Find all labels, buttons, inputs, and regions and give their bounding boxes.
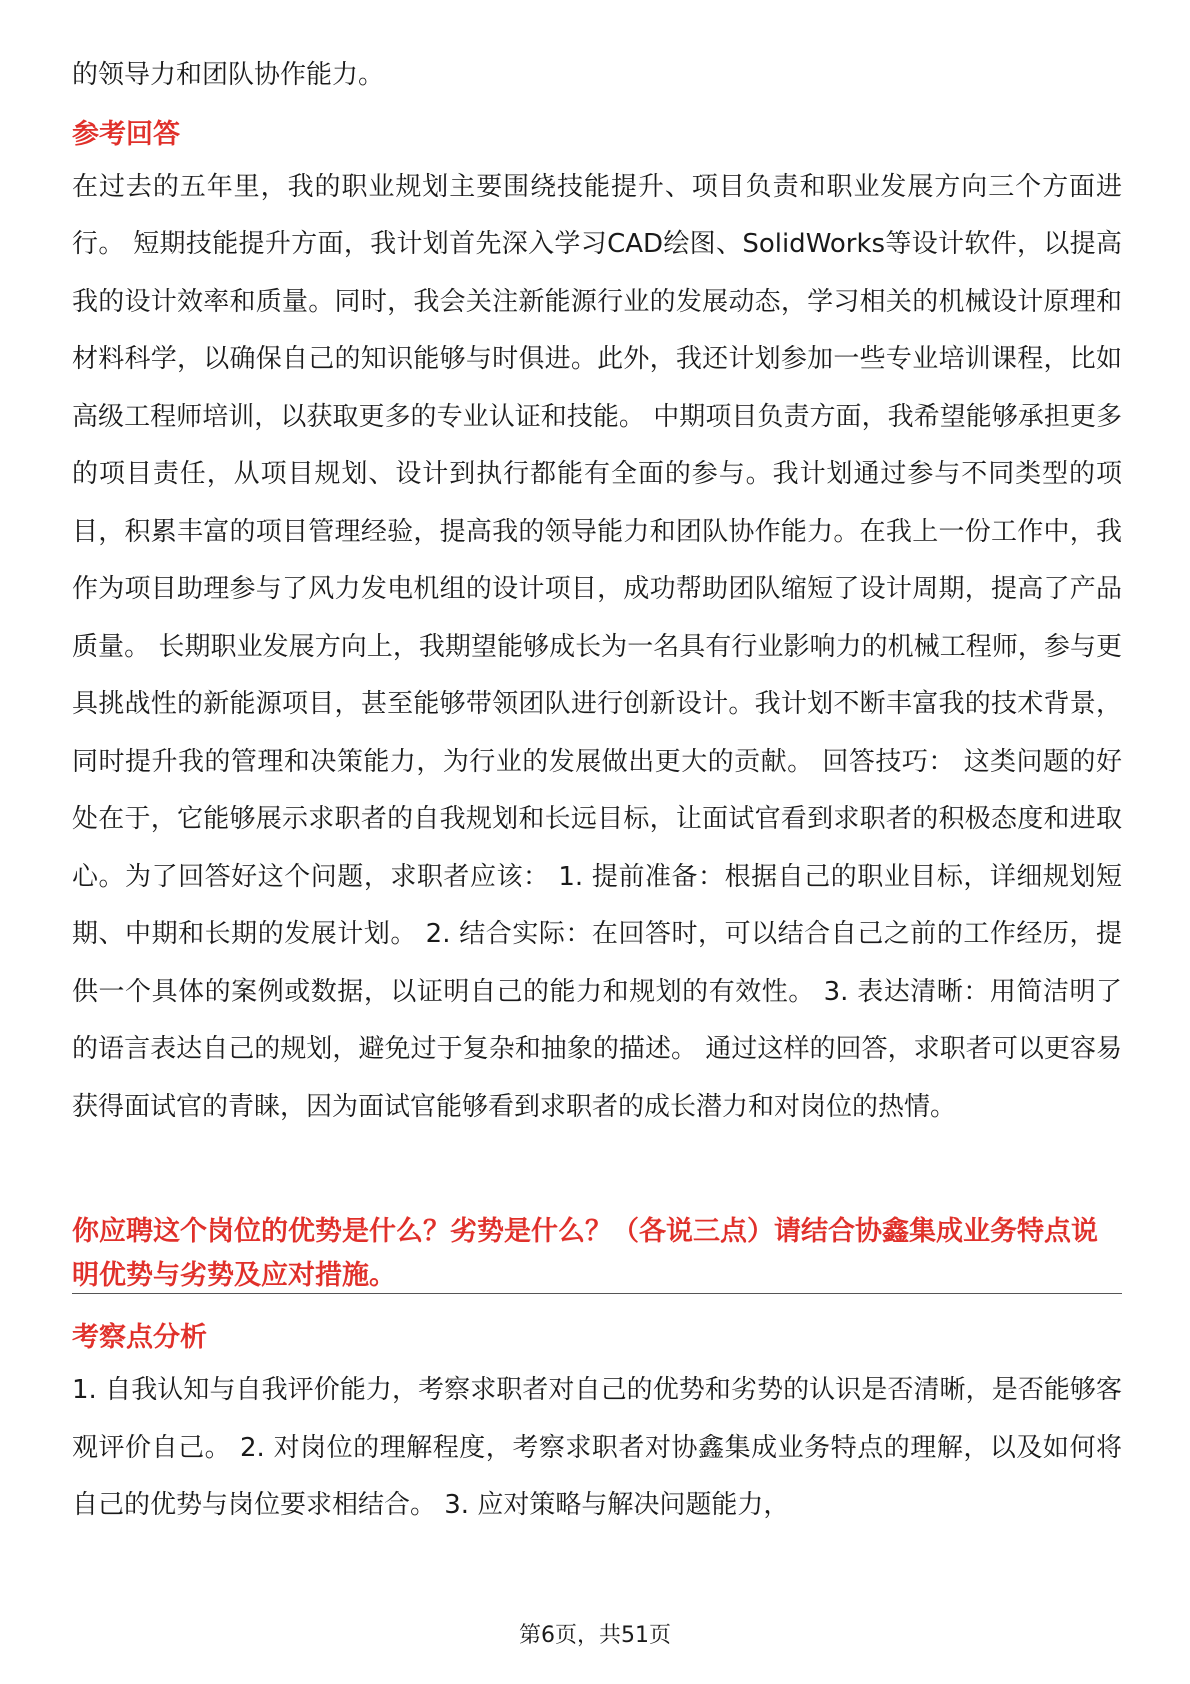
analysis-text: 1. 自我认知与自我评价能力，考察求职者对自己的优势和劣势的认识是否清晰，是否能够客观评价自己。 2. 对岗位的理解程度，考察求职者对协鑫集成业务特点的理解，以及如何将自己的优势与岗位要求相结合。 3. 应对策略与解决问题能力， <box>72 1375 1122 1520</box>
document-page <box>72 48 1122 1535</box>
page-footer: 第6页，共51页 <box>519 1623 671 1648</box>
intro-tail-text: 的领导力和团队协作能力。 <box>72 60 385 90</box>
answer-text: 在过去的五年里，我的职业规划主要围绕技能提升、项目负责和职业发展方向三个方面进行。 短期技能提升方面，我计划首先深入学习CAD绘图、SolidWorks等设计软件，以提高我的设计效率和质量。同时，我会关注新能源行业的发展动态，学习相关的机械设计原理和材料科学，以确保自己的知识能够与时俱进。此外，我还计划参加一些专业培训课程，比如高级工程师培训，以获取更多的专业认证和技能。 中期项目负责方面，我希望能够承担更多的项目责任，从项目规划、设计到执行都能有全面的参与。我计划通过参与不同类型的项目，积累丰富的项目管理经验，提高我的领导能力和团队协作能力。在我上一份工作中，我作为项目助理参与了风力发电机组的设计项目，成功帮助团队缩短了设计周期，提高了产品质量。 长期职业发展方向上，我期望能够成长为一名具有行业影响力的机械工程师，参与更具挑战性的新能源项目，甚至能够带领团队进行创新设计。我计划不断丰富我的技术背景，同时提升我的管理和决策能力，为行业的发展做出更大的贡献。 回答技巧： 这类问题的好处在于，它能够展示求职者的自我规划和长远目标，让面试官看到求职者的积极态度和进取心。为了回答好这个问题，求职者应该： 1. 提前准备：根据自己的职业目标，详细规划短期、中期和长期的发展计划。 2. 结合实际：在回答时，可以结合自己之前的工作经历，提供一个具体的案例或数据，以证明自己的能力和规划的有效性。 3. 表达清晰：用简洁明了的语言表达自己的规划，避免过于复杂和抽象的描述。 通过这样的回答，求职者可以更容易获得面试官的青睐，因为面试官能够看到求职者的成长潜力和对岗位的热情。 <box>72 171 1122 1122</box>
answer-heading: 参考回答 <box>72 118 180 150</box>
section-divider <box>72 1293 1122 1294</box>
analysis-heading: 考察点分析 <box>72 1322 207 1353</box>
question-heading: 你应聘这个岗位的优势是什么？劣势是什么？（各说三点）请结合协鑫集成业务特点说明优势与劣势及应对措施。 <box>72 1216 1098 1291</box>
